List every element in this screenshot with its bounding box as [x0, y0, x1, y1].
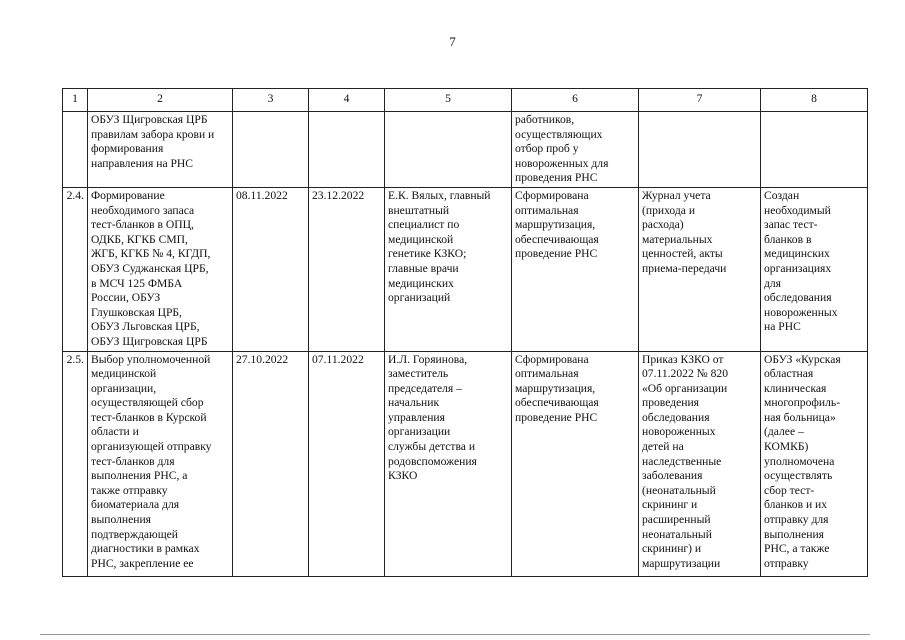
- table-row: [63, 187, 868, 351]
- row-number-cell: 2.5.: [63, 351, 88, 576]
- document-table: [62, 88, 868, 577]
- result-text: Сформирована оптимальная маршрутизация, обеспечивающая проведение РНС: [515, 352, 599, 424]
- column-header: 6: [512, 89, 639, 112]
- document-text: Приказ КЗКО от 07.11.2022 № 820 «Об организации проведения обследования новороженных детей на наследственные заболевания (неонатальный скрининг и расширенный неонатальный скрининг) и маршрутизации: [642, 352, 728, 570]
- result-cell: [512, 351, 639, 576]
- event-text: Формирование необходимого запаса тест-бланков в ОПЦ, ОДКБ, КГКБ СМП, ЖГБ, КГКБ № 4, КГДП, ОБУЗ Суджанская ЦРБ, в МСЧ 125 ФМБА России, ОБУЗ Глушковская ЦРБ, ОБУЗ Льговская ЦРБ, ОБУЗ Щигровская ЦРБ: [91, 188, 211, 348]
- responsible-cell: [385, 187, 512, 351]
- column-header: 2: [88, 89, 233, 112]
- end-date-cell: 23.12.2022: [309, 187, 385, 351]
- table-header-row: [63, 89, 868, 112]
- start-date-cell: [233, 112, 309, 188]
- table-row: [63, 112, 868, 188]
- start-date-cell: 27.10.2022: [233, 351, 309, 576]
- outcome-cell: [761, 112, 868, 188]
- start-date-cell: 08.11.2022: [233, 187, 309, 351]
- responsible-text: И.Л. Горяинова, заместитель председателя – начальник управления организации службы детства и родовспоможения КЗКО: [388, 352, 477, 483]
- event-text: ОБУЗ Щигровская ЦРБ правилам забора крови и формирования направления на РНС: [91, 113, 215, 170]
- outcome-cell: [761, 187, 868, 351]
- end-date-cell: 07.11.2022: [309, 351, 385, 576]
- row-number-cell: [63, 112, 88, 188]
- result-cell: [512, 112, 639, 188]
- page-number: 7: [449, 34, 456, 49]
- document-cell: [639, 351, 761, 576]
- event-cell: [88, 187, 233, 351]
- column-header: 8: [761, 89, 868, 112]
- event-text: Выбор уполномоченной медицинской организации, осуществляющей сбор тест-бланков в Курской области и организующей отправку тест-бланков для выполнения РНС, а также отправку биоматериала для выполнения подтверждающей диагностики в рамках РНС, закрепление ее: [91, 352, 212, 570]
- result-text: работников, осуществляющих отбор проб у новороженных для проведения РНС: [515, 113, 609, 185]
- responsible-text: Е.К. Вялых, главный внештатный специалист по медицинской генетике КЗКО; главные врачи медицинских организаций: [388, 188, 491, 305]
- column-header: 5: [385, 89, 512, 112]
- event-cell: [88, 112, 233, 188]
- column-header: 3: [233, 89, 309, 112]
- event-cell: [88, 351, 233, 576]
- responsible-cell: [385, 112, 512, 188]
- column-header: 7: [639, 89, 761, 112]
- table-row: [63, 351, 868, 576]
- responsible-cell: [385, 351, 512, 576]
- outcome-text: ОБУЗ «Курская областная клиническая многопрофиль- ная больница» (далее – КОМКБ) уполномочена осуществлять сбор тест- бланков и их отправку для выполнения РНС, а также отправку: [764, 352, 841, 570]
- end-date-cell: [309, 112, 385, 188]
- result-cell: [512, 187, 639, 351]
- document-cell: [639, 187, 761, 351]
- document-cell: [639, 112, 761, 188]
- column-header: 1: [63, 89, 88, 112]
- outcome-cell: [761, 351, 868, 576]
- document-text: Журнал учета (прихода и расхода) материальных ценностей, акты приема-передачи: [642, 188, 727, 275]
- result-text: Сформирована оптимальная маршрутизация, обеспечивающая проведение РНС: [515, 188, 599, 261]
- page-edge-divider: [40, 634, 870, 635]
- outcome-text: Создан необходимый запас тест- бланков в медицинских организациях для обследования новороженных на РНС: [764, 188, 838, 334]
- column-header: 4: [309, 89, 385, 112]
- row-number-cell: 2.4.: [63, 187, 88, 351]
